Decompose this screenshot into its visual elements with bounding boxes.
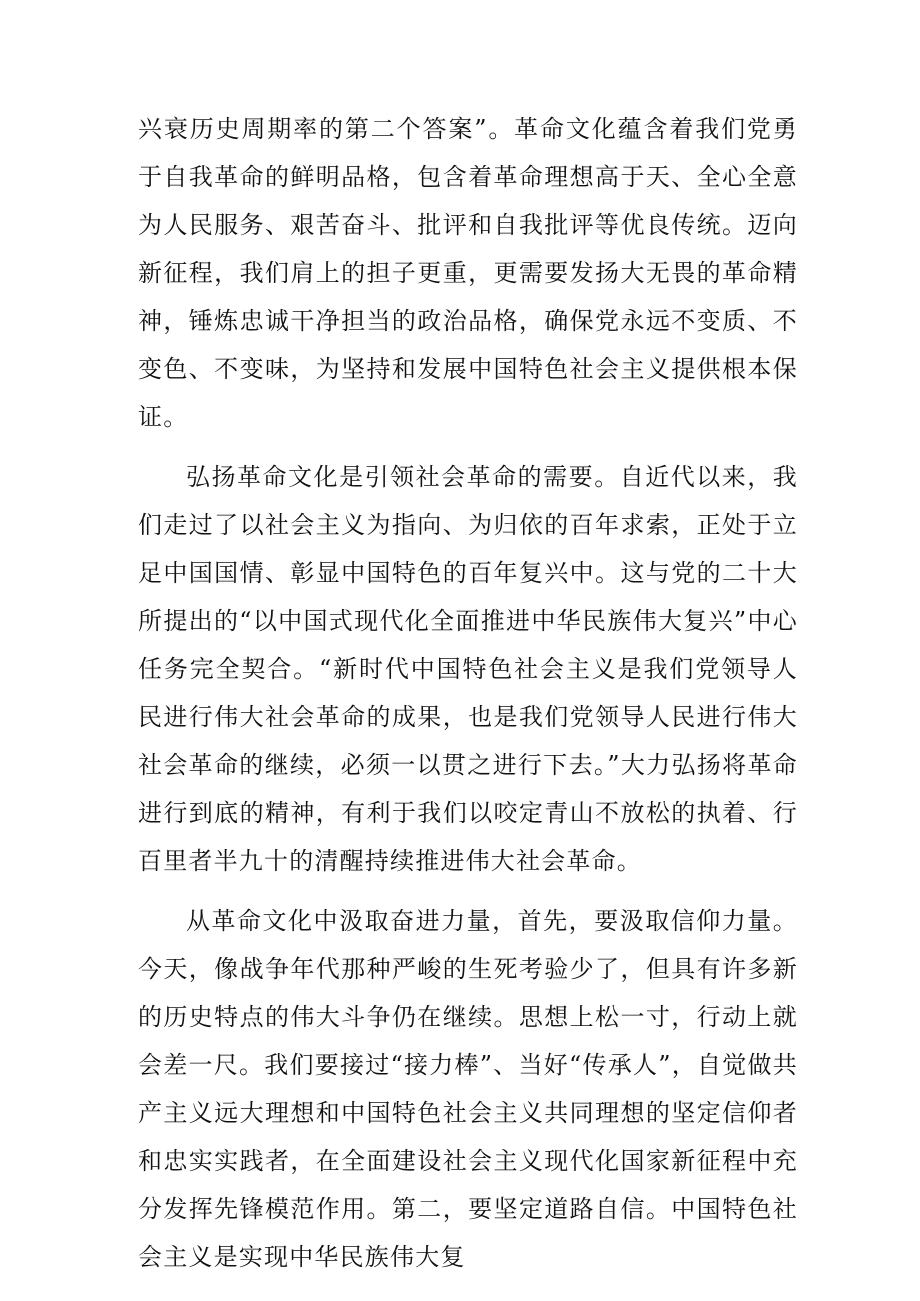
- paragraph-draw-strength: 从革命文化中汲取奋进力量，首先，要汲取信仰力量。今天，像战争年代那种严峻的生死考验少了，但具有许多新的历史特点的伟大斗争仍在继续。思想上松一寸，行动上就会差一尺。我们要接过“接力棒”、当好“传承人”，自觉做共产主义远大理想和中国特色社会主义共同理想的坚定信仰者和忠实实践者，在全面建设社会主义现代化国家新征程中充分发挥先锋模范作用。第二，要坚定道路自信。中国特色社会主义是实现中华民族伟大复: [138, 907, 798, 1271]
- document-body: [138, 105, 798, 1281]
- paragraph-social-revolution: 弘扬革命文化是引领社会革命的需要。自近代以来，我们走过了以社会主义为指向、为归依的百年求索，正处于立足中国国情、彰显中国特色的百年复兴中。这与党的二十大所提出的“以中国式现代化全面推进中华民族伟大复兴”中心任务完全契合。“新时代中国特色社会主义是我们党领导人民进行伟大社会革命的成果，也是我们党领导人民进行伟大社会革命的继续，必须一以贯之进行下去。”大力弘扬将革命进行到底的精神，有利于我们以咬定青山不放松的执着、行百里者半九十的清醒持续推进伟大社会革命。: [138, 463, 798, 875]
- paragraph-continuation: 兴衰历史周期率的第二个答案”。革命文化蕴含着我们党勇于自我革命的鲜明品格，包含着革命理想高于天、全心全意为人民服务、艰苦奋斗、批评和自我批评等优良传统。迈向新征程，我们肩上的担子更重，更需要发扬大无畏的革命精神，锤炼忠诚干净担当的政治品格，确保党永远不变质、不变色、不变味，为坚持和发展中国特色社会主义提供根本保证。: [138, 115, 798, 431]
